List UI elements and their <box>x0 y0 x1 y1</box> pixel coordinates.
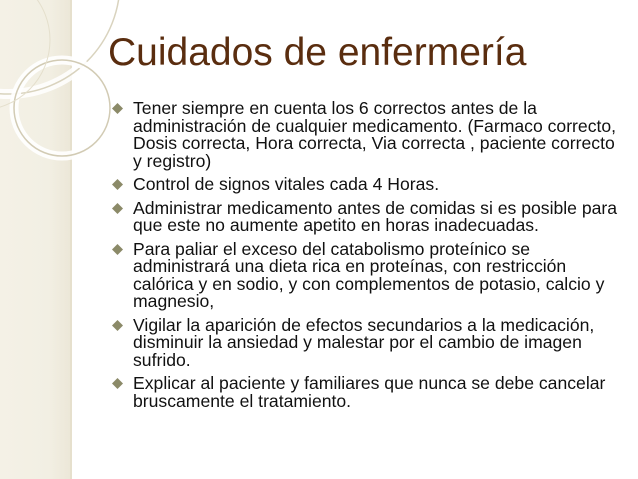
bullet-text: Explicar al paciente y familiares que nunca se debe cancelar bruscamente el tratamiento. <box>133 373 606 411</box>
list-item <box>112 197 622 235</box>
bullet-text: Administrar medicamento antes de comidas si es posible para que este no aumente apetito en horas inadecuadas. <box>133 197 618 235</box>
list-item <box>112 238 622 311</box>
list-item <box>112 176 622 194</box>
diamond-bullet-icon <box>112 203 123 214</box>
bullet-text: Tener siempre en cuenta los 6 correctos antes de la administración de cualquier medicamento. (Farmaco correcto, Dosis correcta, Hora correcta, Via correcta , paciente correcto y registro) <box>133 98 617 171</box>
slide-title: Cuidados de enfermería <box>108 31 527 74</box>
diamond-bullet-icon <box>112 378 123 389</box>
diamond-bullet-icon <box>112 103 123 114</box>
diamond-bullet-icon <box>112 244 123 255</box>
list-item <box>112 314 622 370</box>
bullet-text: Control de signos vitales cada 4 Horas. <box>133 174 440 194</box>
bullet-text: Vigilar la aparición de efectos secundarios a la medicación, disminuir la ansiedad y malestar por el cambio de imagen sufrido. <box>133 314 595 370</box>
bullet-list <box>112 100 622 416</box>
list-item <box>112 100 622 170</box>
list-item <box>112 375 622 410</box>
bullet-text: Para paliar el exceso del catabolismo proteínico se administrará una dieta rica en proteínas, con restricción calórica y en sodio, y con complementos de potasio, calcio y magnesio, <box>133 238 605 311</box>
diamond-bullet-icon <box>112 179 123 190</box>
diamond-bullet-icon <box>112 320 123 331</box>
